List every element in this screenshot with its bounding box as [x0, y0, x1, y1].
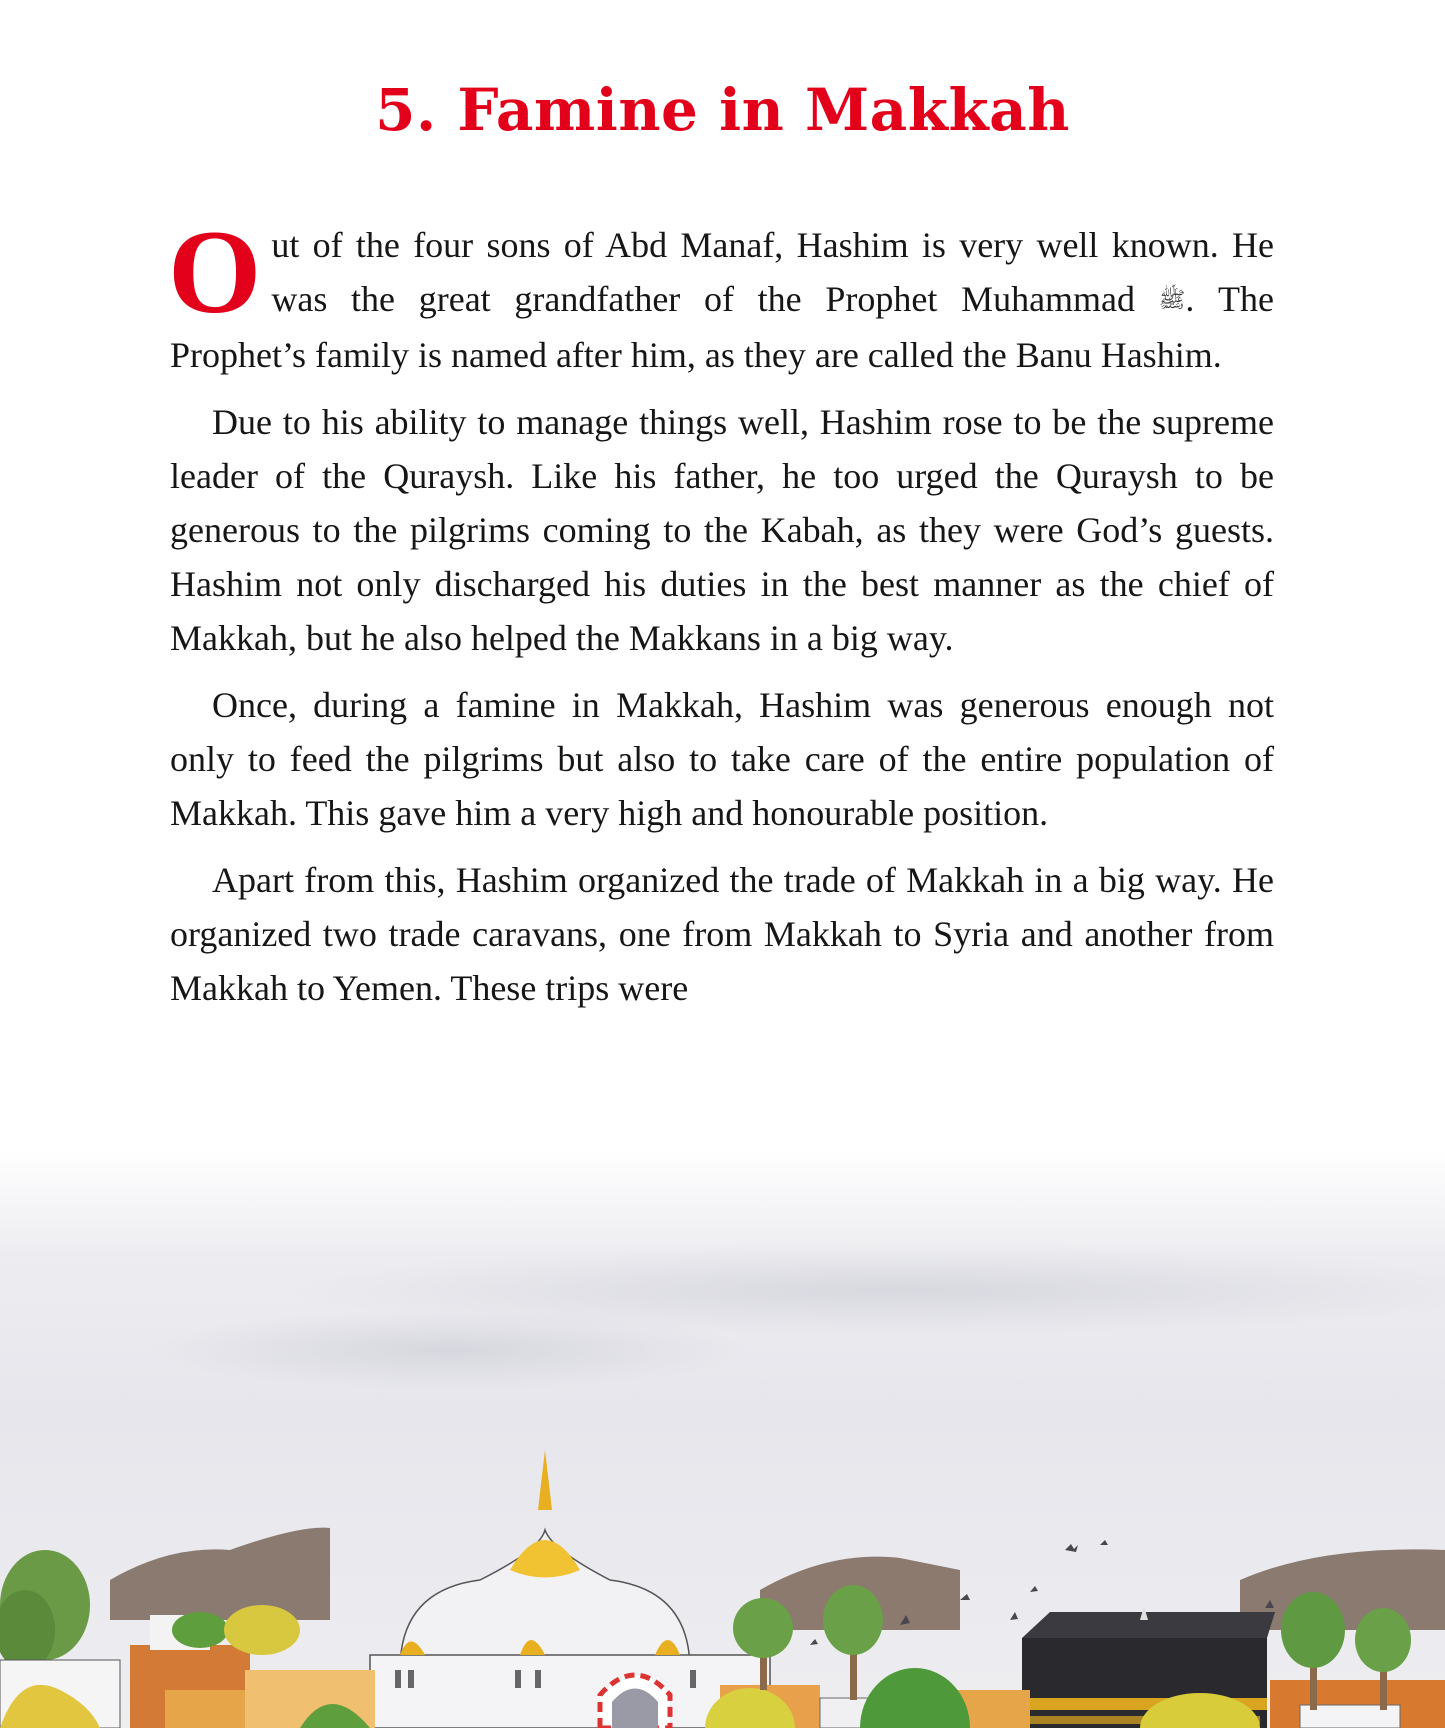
drop-cap: O — [168, 205, 262, 338]
paragraph-1 — [168, 205, 1275, 382]
paragraph-3: Once, during a famine in Makkah, Hashim was generous enough not only to feed the pilgrims but also to take care of the entire population of Makkah. This gave him a very high and honourable position. — [170, 685, 1274, 833]
paragraph-4: Apart from this, Hashim organized the trade of Makkah in a big way. He organized two trade caravans, one from Makkah to Syria and another from Makkah to Yemen. These trips were — [170, 860, 1274, 1008]
cloud-band — [150, 1310, 750, 1390]
paragraph-1-text-a: ut of the four sons of Abd Manaf, Hashim is very well known. He was the great grandfather of the Prophet Muhammad — [271, 225, 1274, 319]
paragraph-1-text-b: . The Prophet’s family is named after him, as they are called the Banu Hashim. — [170, 279, 1275, 375]
honorific-pbuh-icon: ﷺ — [1158, 288, 1186, 313]
chapter-title: 5. Famine in Makkah — [375, 76, 1070, 144]
chapter-body — [168, 205, 1275, 1028]
makkah-skyline-svg — [0, 1150, 1445, 1728]
makkah-illustration — [0, 1150, 1445, 1728]
paragraph-2: Due to his ability to manage things well, Hashim rose to be the supreme leader of the Quraysh. Like his father, he too urged the Quraysh to be generous to the pilgrims coming to the Kabah, as they were God’s guests. Hashim not only discharged his duties in the best manner as the chief of Makkah, but he also helped the Makkans in a big way. — [170, 402, 1274, 658]
